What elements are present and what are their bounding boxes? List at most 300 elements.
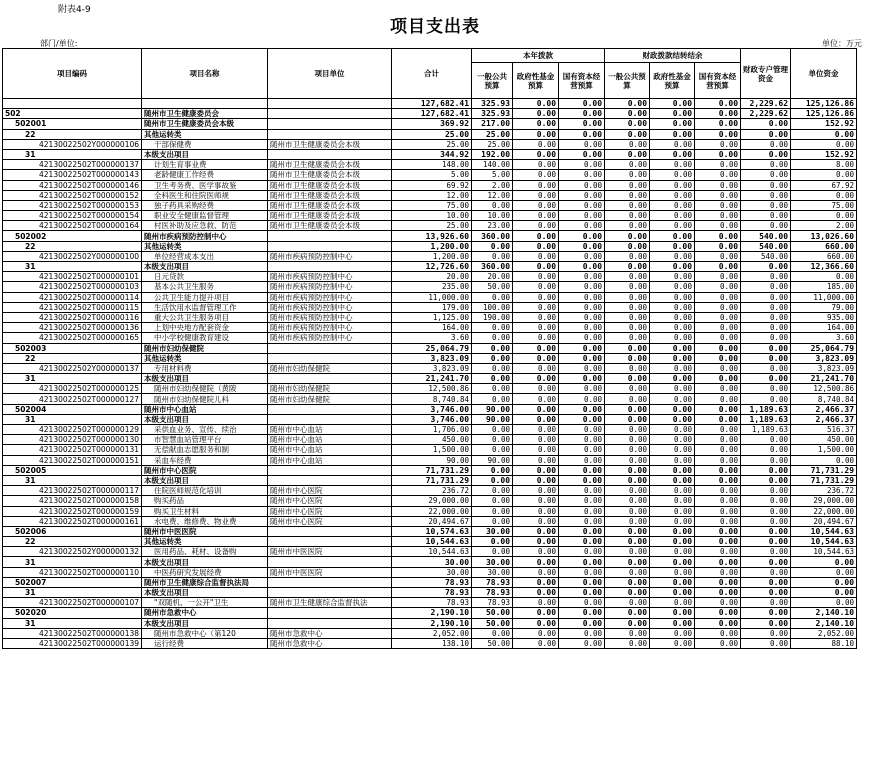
- cell-v3: 0.00: [559, 109, 605, 119]
- cell-v1: 0.00: [472, 496, 513, 506]
- table-row: [3, 200, 857, 210]
- table-row: [3, 496, 857, 506]
- cell-v6: 0.00: [695, 516, 741, 526]
- cell-v7: 0.00: [741, 516, 791, 526]
- cell-v8: 2,140.10: [791, 618, 857, 628]
- cell-v3: 0.00: [559, 496, 605, 506]
- cell-total: 138.10: [392, 638, 472, 648]
- cell-v7: 0.00: [741, 272, 791, 282]
- cell-v5: 0.00: [650, 170, 695, 180]
- cell-v6: 0.00: [695, 628, 741, 638]
- cell-v6: 0.00: [695, 404, 741, 414]
- cell-total: 179.00: [392, 302, 472, 312]
- cell-v5: 0.00: [650, 598, 695, 608]
- cell-v5: 0.00: [650, 323, 695, 333]
- cell-v4: 0.00: [605, 445, 650, 455]
- cell-total: 71,731.29: [392, 475, 472, 485]
- cell-v5: 0.00: [650, 353, 695, 363]
- cell-v6: 0.00: [695, 149, 741, 159]
- cell-v5: 0.00: [650, 333, 695, 343]
- cell-v2: 0.00: [513, 282, 559, 292]
- table-row: [3, 628, 857, 638]
- cell-name: "双随机、一公开"卫生: [142, 598, 268, 608]
- cell-v8: 125,126.86: [791, 109, 857, 119]
- cell-v7: 0.00: [741, 374, 791, 384]
- cell-v5: 0.00: [650, 374, 695, 384]
- cell-code: 42130022502T000000116: [3, 312, 142, 322]
- cell-name: 生活饮用水监督管理工作: [142, 302, 268, 312]
- cell-v8: 450.00: [791, 435, 857, 445]
- cell-v8: 71,731.29: [791, 465, 857, 475]
- cell-unit: [268, 119, 392, 129]
- cell-code: 42130022502T000000152: [3, 190, 142, 200]
- cell-unit: 随州市中心医院: [268, 506, 392, 516]
- cell-v8: 10,544.63: [791, 526, 857, 536]
- cell-code: 502007: [3, 577, 142, 587]
- table-row: [3, 272, 857, 282]
- cell-v1: 0.00: [472, 475, 513, 485]
- cell-code: 42130022502T000000131: [3, 445, 142, 455]
- cell-unit: [268, 404, 392, 414]
- cell-v7: 0.00: [741, 282, 791, 292]
- cell-v1: 0.00: [472, 537, 513, 547]
- cell-v3: 0.00: [559, 302, 605, 312]
- cell-v7: 0.00: [741, 363, 791, 373]
- cell-code: [3, 99, 142, 109]
- cell-name: 本级支出项目: [142, 262, 268, 272]
- cell-name: 中医药研究发展经费: [142, 567, 268, 577]
- cell-v4: 0.00: [605, 211, 650, 221]
- cell-code: 42130022502T000000125: [3, 384, 142, 394]
- cell-v4: 0.00: [605, 99, 650, 109]
- cell-code: 31: [3, 557, 142, 567]
- cell-v3: 0.00: [559, 190, 605, 200]
- header-gov-fund-budget: 政府性基金预算: [513, 63, 559, 99]
- cell-name: 其他运转类: [142, 537, 268, 547]
- cell-v3: 0.00: [559, 139, 605, 149]
- cell-v1: 78.93: [472, 588, 513, 598]
- cell-v5: 0.00: [650, 200, 695, 210]
- cell-v5: 0.00: [650, 109, 695, 119]
- page-title: 项目支出表: [390, 17, 480, 37]
- cell-v2: 0.00: [513, 160, 559, 170]
- cell-v8: 0.00: [791, 577, 857, 587]
- cell-v7: 0.00: [741, 496, 791, 506]
- cell-v8: 12,366.60: [791, 262, 857, 272]
- cell-v7: 0.00: [741, 618, 791, 628]
- cell-unit: [268, 343, 392, 353]
- table-row: [3, 394, 857, 404]
- cell-v7: 0.00: [741, 119, 791, 129]
- table-row: [3, 119, 857, 129]
- cell-v7: 0.00: [741, 353, 791, 363]
- cell-v8: 0.00: [791, 557, 857, 567]
- cell-v5: 0.00: [650, 618, 695, 628]
- cell-v3: 0.00: [559, 526, 605, 536]
- cell-v7: 0.00: [741, 608, 791, 618]
- cell-v1: 0.00: [472, 425, 513, 435]
- cell-unit: 随州市卫生健康委员会本级: [268, 170, 392, 180]
- cell-v3: 0.00: [559, 577, 605, 587]
- header-general-budget: 一般公共预算: [472, 63, 513, 99]
- cell-v3: 0.00: [559, 160, 605, 170]
- table-row: [3, 99, 857, 109]
- cell-unit: [268, 465, 392, 475]
- cell-v3: 0.00: [559, 282, 605, 292]
- cell-total: 148.00: [392, 160, 472, 170]
- cell-v4: 0.00: [605, 200, 650, 210]
- cell-unit: 随州市疾病预防控制中心: [268, 323, 392, 333]
- cell-code: 502005: [3, 465, 142, 475]
- cell-v2: 0.00: [513, 312, 559, 322]
- cell-v7: 0.00: [741, 537, 791, 547]
- cell-v3: 0.00: [559, 425, 605, 435]
- cell-v1: 0.00: [472, 241, 513, 251]
- cell-v4: 0.00: [605, 394, 650, 404]
- cell-name: 单位经营成本支出: [142, 251, 268, 261]
- cell-v7: 1,189.63: [741, 414, 791, 424]
- cell-v8: 25,064.79: [791, 343, 857, 353]
- cell-v5: 0.00: [650, 190, 695, 200]
- project-expenditure-table: [2, 48, 857, 649]
- cell-code: 42130022502T000000139: [3, 638, 142, 648]
- cell-v1: 0.00: [472, 251, 513, 261]
- table-row: [3, 537, 857, 547]
- cell-v3: 0.00: [559, 394, 605, 404]
- cell-v2: 0.00: [513, 425, 559, 435]
- cell-unit: 随州市卫生健康委员会本级: [268, 139, 392, 149]
- cell-code: 502001: [3, 119, 142, 129]
- cell-total: 12.00: [392, 190, 472, 200]
- cell-v6: 0.00: [695, 363, 741, 373]
- cell-name: 重大公共卫生服务项目: [142, 312, 268, 322]
- cell-v6: 0.00: [695, 129, 741, 139]
- cell-v6: 0.00: [695, 262, 741, 272]
- cell-v2: 0.00: [513, 384, 559, 394]
- cell-v6: 0.00: [695, 374, 741, 384]
- cell-unit: 随州市中心医院: [268, 486, 392, 496]
- table-row: [3, 282, 857, 292]
- cell-code: 42130022502T000000107: [3, 598, 142, 608]
- cell-v5: 0.00: [650, 211, 695, 221]
- cell-v4: 0.00: [605, 221, 650, 231]
- cell-v1: 12.00: [472, 190, 513, 200]
- cell-v1: 0.00: [472, 363, 513, 373]
- cell-v8: 8.00: [791, 160, 857, 170]
- cell-v7: 0.00: [741, 200, 791, 210]
- cell-v2: 0.00: [513, 516, 559, 526]
- cell-v1: 190.00: [472, 312, 513, 322]
- table-row: [3, 221, 857, 231]
- cell-v1: 50.00: [472, 608, 513, 618]
- cell-v7: 0.00: [741, 557, 791, 567]
- cell-v5: 0.00: [650, 394, 695, 404]
- header-carry-state-capital-budget: 国有资本经营预算: [695, 63, 741, 99]
- cell-name: 干部保健费: [142, 139, 268, 149]
- cell-v8: 12,500.86: [791, 384, 857, 394]
- cell-total: 450.00: [392, 435, 472, 445]
- cell-code: 42130022502T000000129: [3, 425, 142, 435]
- cell-v4: 0.00: [605, 537, 650, 547]
- cell-v5: 0.00: [650, 628, 695, 638]
- cell-v6: 0.00: [695, 557, 741, 567]
- cell-v3: 0.00: [559, 506, 605, 516]
- cell-v7: 0.00: [741, 211, 791, 221]
- cell-v8: 3,823.09: [791, 363, 857, 373]
- cell-v3: 0.00: [559, 374, 605, 384]
- cell-name: 无偿献血志愿服务和制: [142, 445, 268, 455]
- table-row: [3, 465, 857, 475]
- cell-unit: 随州市中医医院: [268, 547, 392, 557]
- cell-v5: 0.00: [650, 149, 695, 159]
- cell-unit: 随州市妇幼保健院: [268, 363, 392, 373]
- cell-v3: 0.00: [559, 251, 605, 261]
- cell-v4: 0.00: [605, 312, 650, 322]
- cell-v1: 30.00: [472, 526, 513, 536]
- cell-v5: 0.00: [650, 516, 695, 526]
- cell-code: 22: [3, 537, 142, 547]
- cell-v5: 0.00: [650, 465, 695, 475]
- cell-v2: 0.00: [513, 435, 559, 445]
- cell-v4: 0.00: [605, 628, 650, 638]
- cell-v6: 0.00: [695, 353, 741, 363]
- cell-v6: 0.00: [695, 475, 741, 485]
- cell-v4: 0.00: [605, 160, 650, 170]
- cell-name: 随州市疾病预防控制中心: [142, 231, 268, 241]
- header-carryover: 财政拨款结转结余: [605, 49, 741, 63]
- cell-v7: 2,229.62: [741, 99, 791, 109]
- cell-name: 专用材料费: [142, 363, 268, 373]
- cell-v3: 0.00: [559, 292, 605, 302]
- cell-total: 10,544.63: [392, 537, 472, 547]
- cell-v8: 29,000.00: [791, 496, 857, 506]
- cell-v5: 0.00: [650, 262, 695, 272]
- cell-name: 随州市中心医院: [142, 465, 268, 475]
- cell-v3: 0.00: [559, 567, 605, 577]
- cell-code: 42130022502T000000154: [3, 211, 142, 221]
- cell-total: 29,000.00: [392, 496, 472, 506]
- cell-v6: 0.00: [695, 496, 741, 506]
- cell-v3: 0.00: [559, 170, 605, 180]
- cell-v5: 0.00: [650, 99, 695, 109]
- cell-name: 随州市中医医院: [142, 526, 268, 536]
- cell-code: 502: [3, 109, 142, 119]
- cell-unit: 随州市急救中心: [268, 638, 392, 648]
- cell-unit: 随州市卫生健康综合监督执法: [268, 598, 392, 608]
- cell-name: 随州市妇幼保健院儿科: [142, 394, 268, 404]
- cell-v8: 516.37: [791, 425, 857, 435]
- cell-v4: 0.00: [605, 577, 650, 587]
- cell-v7: 0.00: [741, 526, 791, 536]
- cell-v3: 0.00: [559, 180, 605, 190]
- cell-v5: 0.00: [650, 455, 695, 465]
- cell-v4: 0.00: [605, 608, 650, 618]
- cell-code: 31: [3, 588, 142, 598]
- cell-v8: 11,000.00: [791, 292, 857, 302]
- cell-code: 42130022502T000000136: [3, 323, 142, 333]
- cell-v6: 0.00: [695, 272, 741, 282]
- cell-v8: 0.00: [791, 211, 857, 221]
- cell-v1: 0.00: [472, 394, 513, 404]
- cell-v1: 0.00: [472, 323, 513, 333]
- cell-v4: 0.00: [605, 475, 650, 485]
- cell-v6: 0.00: [695, 170, 741, 180]
- header-special-fund: 财政专户管理资金: [741, 49, 791, 99]
- cell-total: 236.72: [392, 486, 472, 496]
- cell-v2: 0.00: [513, 638, 559, 648]
- cell-v8: 0.00: [791, 272, 857, 282]
- cell-name: 老龄健康工作经费: [142, 170, 268, 180]
- cell-v5: 0.00: [650, 343, 695, 353]
- cell-v3: 0.00: [559, 547, 605, 557]
- cell-v8: 185.00: [791, 282, 857, 292]
- cell-v3: 0.00: [559, 343, 605, 353]
- cell-total: 127,682.41: [392, 99, 472, 109]
- cell-v8: 0.00: [791, 190, 857, 200]
- cell-v6: 0.00: [695, 425, 741, 435]
- cell-v1: 23.00: [472, 221, 513, 231]
- cell-v5: 0.00: [650, 445, 695, 455]
- cell-v5: 0.00: [650, 557, 695, 567]
- table-row: [3, 139, 857, 149]
- cell-v6: 0.00: [695, 343, 741, 353]
- cell-v4: 0.00: [605, 506, 650, 516]
- cell-v3: 0.00: [559, 404, 605, 414]
- cell-v1: 192.00: [472, 149, 513, 159]
- cell-name: 随州市急救中心（第120: [142, 628, 268, 638]
- cell-v1: 20.00: [472, 272, 513, 282]
- cell-v6: 0.00: [695, 323, 741, 333]
- cell-v1: 90.00: [472, 455, 513, 465]
- cell-total: 1,200.00: [392, 241, 472, 251]
- cell-v2: 0.00: [513, 139, 559, 149]
- cell-name: 中小学校健康教育建设: [142, 333, 268, 343]
- header-unit: 项目单位: [268, 49, 392, 99]
- cell-v1: 0.00: [472, 465, 513, 475]
- cell-v8: 1,500.00: [791, 445, 857, 455]
- cell-v3: 0.00: [559, 363, 605, 373]
- cell-unit: 随州市疾病预防控制中心: [268, 312, 392, 322]
- cell-code: 42130022502Y000000106: [3, 139, 142, 149]
- cell-total: 3,746.00: [392, 414, 472, 424]
- table-row: [3, 414, 857, 424]
- cell-v7: 0.00: [741, 577, 791, 587]
- table-row: [3, 638, 857, 648]
- table-row: [3, 608, 857, 618]
- cell-v1: 0.00: [472, 628, 513, 638]
- cell-v2: 0.00: [513, 129, 559, 139]
- cell-v4: 0.00: [605, 180, 650, 190]
- table-row: [3, 404, 857, 414]
- cell-v8: 152.92: [791, 119, 857, 129]
- cell-v3: 0.00: [559, 598, 605, 608]
- cell-v5: 0.00: [650, 526, 695, 536]
- cell-name: 本级支出项目: [142, 374, 268, 384]
- cell-v6: 0.00: [695, 588, 741, 598]
- cell-v1: 90.00: [472, 404, 513, 414]
- cell-unit: [268, 99, 392, 109]
- cell-unit: [268, 129, 392, 139]
- cell-total: 10,544.63: [392, 547, 472, 557]
- cell-v7: 540.00: [741, 231, 791, 241]
- cell-v4: 0.00: [605, 302, 650, 312]
- cell-v4: 0.00: [605, 404, 650, 414]
- cell-name: 上划中央地方配套资金: [142, 323, 268, 333]
- cell-total: 2,190.10: [392, 618, 472, 628]
- cell-code: 42130022502T000000130: [3, 435, 142, 445]
- cell-v6: 0.00: [695, 221, 741, 231]
- cell-total: 235.00: [392, 282, 472, 292]
- cell-unit: 随州市疾病预防控制中心: [268, 272, 392, 282]
- cell-v8: 0.00: [791, 588, 857, 598]
- cell-v3: 0.00: [559, 119, 605, 129]
- cell-v3: 0.00: [559, 608, 605, 618]
- cell-v2: 0.00: [513, 506, 559, 516]
- cell-v7: 0.00: [741, 455, 791, 465]
- cell-v6: 0.00: [695, 547, 741, 557]
- cell-v6: 0.00: [695, 526, 741, 536]
- cell-v7: 0.00: [741, 465, 791, 475]
- cell-v8: 3,823.09: [791, 353, 857, 363]
- cell-v8: 2,052.00: [791, 628, 857, 638]
- cell-v1: 0.00: [472, 292, 513, 302]
- cell-total: 20,494.67: [392, 516, 472, 526]
- cell-total: 3,746.00: [392, 404, 472, 414]
- cell-unit: [268, 149, 392, 159]
- cell-v4: 0.00: [605, 190, 650, 200]
- cell-v3: 0.00: [559, 486, 605, 496]
- cell-v3: 0.00: [559, 618, 605, 628]
- cell-total: 21,241.70: [392, 374, 472, 384]
- cell-v2: 0.00: [513, 241, 559, 251]
- cell-v3: 0.00: [559, 465, 605, 475]
- cell-v7: 1,189.63: [741, 425, 791, 435]
- cell-v7: 0.00: [741, 628, 791, 638]
- cell-v3: 0.00: [559, 241, 605, 251]
- cell-total: 90.00: [392, 455, 472, 465]
- cell-v6: 0.00: [695, 465, 741, 475]
- cell-code: 31: [3, 374, 142, 384]
- cell-v2: 0.00: [513, 537, 559, 547]
- header-state-capital-budget: 国有资本经营预算: [559, 63, 605, 99]
- cell-v2: 0.00: [513, 628, 559, 638]
- header-name: 项目名称: [142, 49, 268, 99]
- cell-code: 31: [3, 262, 142, 272]
- cell-v2: 0.00: [513, 262, 559, 272]
- cell-v2: 0.00: [513, 374, 559, 384]
- cell-v2: 0.00: [513, 608, 559, 618]
- cell-code: 42130022502T000000101: [3, 272, 142, 282]
- cell-name: 本级支出项目: [142, 588, 268, 598]
- cell-v6: 0.00: [695, 567, 741, 577]
- unit-label: 单位：万元: [822, 39, 862, 48]
- cell-v2: 0.00: [513, 200, 559, 210]
- cell-code: 42130022502T000000151: [3, 455, 142, 465]
- cell-v1: 78.93: [472, 598, 513, 608]
- cell-v7: 0.00: [741, 567, 791, 577]
- cell-total: 20.00: [392, 272, 472, 282]
- cell-name: 随州市卫生健康委员会本级: [142, 119, 268, 129]
- cell-unit: 随州市卫生健康委员会本级: [268, 211, 392, 221]
- cell-v2: 0.00: [513, 323, 559, 333]
- cell-v1: 0.00: [472, 547, 513, 557]
- cell-v8: 0.00: [791, 170, 857, 180]
- cell-v5: 0.00: [650, 221, 695, 231]
- cell-unit: [268, 231, 392, 241]
- cell-v4: 0.00: [605, 557, 650, 567]
- cell-code: 502003: [3, 343, 142, 353]
- cell-v2: 0.00: [513, 149, 559, 159]
